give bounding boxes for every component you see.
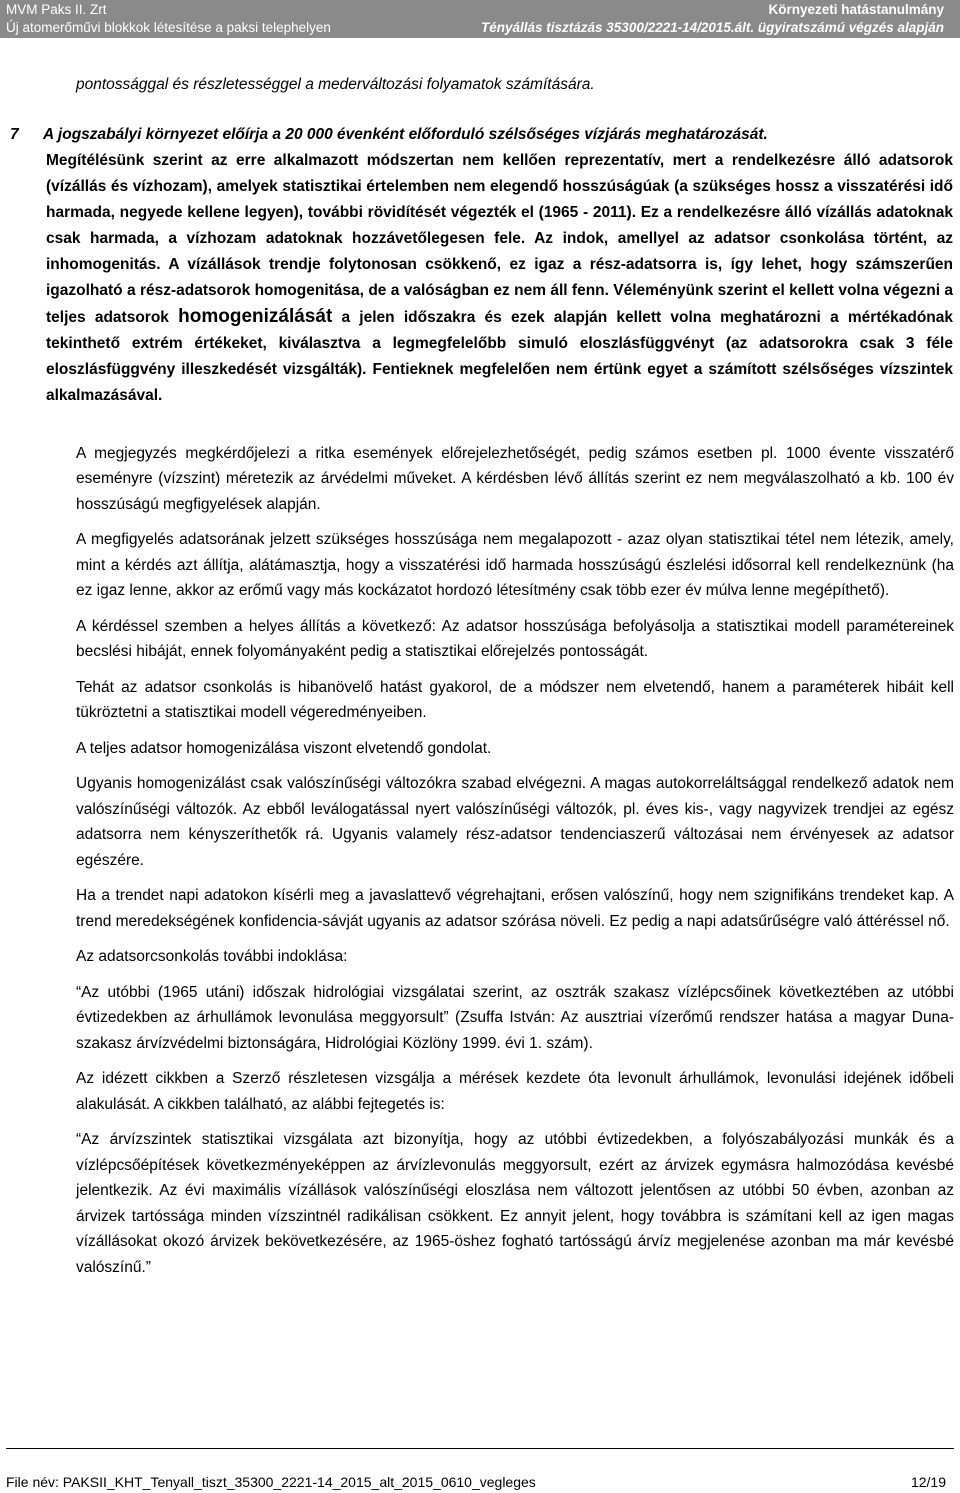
paragraph-7: Ha a trendet napi adatokon kísérli meg a javaslattevő végrehajtani, erősen valószínű, hogy nem szignifikáns trendeket kap. A trend meredekségének konfidencia-sávját ugyanis az adatsor szórása növeli. Ez pedig a napi adatsűrűségre való áttéréssel nő. — [76, 887, 954, 930]
paragraph-6: Ugyanis homogenizálást csak valószínűségi változókra szabad elvégezni. A magas autokorreláltsággal rendelkező adatok nem valószínűségi változók. Az ebből leválogatással nyert valószínűségi változók, pl. éves kis-, vagy nagyvizek trendjei az egész adatsorra nem kényszeríthetők rá. Ugyanis valamely rész-adatsor tendenciaszerű változásai nem érvényesek az adatsor egészére. — [76, 775, 954, 869]
header-project: Új atomerőművi blokkok létesítése a paksi telephelyen — [6, 20, 331, 35]
paragraph-5: A teljes adatsor homogenizálása viszont elvetendő gondolat. — [76, 739, 492, 757]
header-reference: Tényállás tisztázás 35300/2221-14/2015.ált. ügyiratszámú végzés alapján — [480, 20, 944, 35]
section-number: 7 — [10, 125, 19, 143]
page-footer — [0, 1448, 960, 1493]
comment-part-1: Megítélésünk szerint az erre alkalmazott módszertan nem kellően reprezentatív, mert a rendelkezésre álló adatsorok (vízállás és vízhozam), amelyek statisztikai értelemben nem elegendő hosszúságúak (a szükséges hossz a visszatérési idő harmada, negyede kellene legyen), további rövidítését végezték el (1965 - 2011). Ez a rendelkezésre álló vízállás adatoknak csak harmada, a vízhozam adatoknak hozzávetőlegesen fele. Az indok, amellyel az adatsor csonkolása történt, az inhomogenitás. A vízállások trendje folytonosan csökkenő, ez igaz a rész-adatsorra is, így lehet, hogy számszerűen igazolható a rész-adatsorok homogenitása, de a valóságban ez nem áll fenn. Véleményünk szerint el kellett volna végezni a teljes adatsorok — [46, 151, 953, 326]
paragraph-2: A megfigyelés adatsorának jelzett szükséges hosszúsága nem megalapozott - azaz olyan statisztikai tétel nem létezik, amely, mint a kérdés azt állítja, alátámasztja, hogy a visszatérési idő harmada hosszúságú észlelési idősorral kell rendelkeznünk (ha ez igaz lenne, akkor az erőmű vagy más kockázatot hordozó létesítmény csak több ezer év múlva lenne megépíthető). — [76, 531, 954, 599]
lead-text: pontossággal és részletességgel a mederváltozási folyamatok számítására. — [76, 76, 595, 93]
section-text: A jogszabályi környezet előírja a 20 000 évenként előforduló szélsőséges vízjárás meghatározását. — [43, 125, 768, 143]
quote-2: “Az árvízszintek statisztikai vizsgálata azt bizonyítja, hogy az utóbbi évtizedekben, a folyószabályozási munkák és a vízlépcsőépítések következményeképpen az árvízlevonulás meggyorsult, ezért az árvizek egymásra halmozódása kevésbé jelentkezik. Az évi maximális vízállások valószínűségi eloszlása nem változott jelentősen az utóbbi 50 évben, azonban az árvizek tartóssága minden vízszintnél radikálisan csökkent. Ez annyit jelent, hogy továbbra is számítani kell az igen magas vízállásokat okozó árvizek bekövetkezésére, az 1965-öshez fogható tartósságú árvíz megjelenése azonban ma már kevésbé valószínű.” — [76, 1131, 954, 1276]
paragraph-1: A megjegyzés megkérdőjelezi a ritka események előrejelezhetőségét, pedig számos esetben pl. 1000 évente visszatérő eseményre (vízszint) méretezik az árvédelmi műveket. A kérdésben lévő állítás szerint ez nem megválaszolható a kb. 100 év hosszúságú megfigyelések alapján. — [76, 444, 954, 513]
comment-emphasis: homogenizálását — [178, 305, 333, 327]
page-header — [0, 0, 960, 38]
footer-page-number: 12/19 — [910, 1474, 946, 1490]
comment-block — [46, 148, 953, 409]
paragraph-4: Tehát az adatsor csonkolás is hibanövelő hatást gyakorol, de a módszer nem elvetendő, hanem a paraméterek hibáit kell tükröztetni a statisztikai modell végeredményeiben. — [76, 678, 954, 721]
paragraph-8: Az adatsorcsonkolás további indoklása: — [76, 948, 348, 965]
footer-divider — [6, 1448, 954, 1449]
header-document-type: Környezeti hatástanulmány — [768, 2, 944, 17]
footer-file-name: File név: PAKSII_KHT_Tenyall_tiszt_35300_2221-14_2015_alt_2015_0610_vegleges — [6, 1474, 536, 1490]
quote-1: “Az utóbbi (1965 utáni) időszak hidrológiai vizsgálatai szerint, az osztrák szakasz vízlépcsőinek következtében az utóbbi évtizedekben az árhullámok levonulása meggyorsult” (Zsuffa István: Az ausztriai vízerőmű rendszer hatása a magyar Duna-szakasz árvízvédelmi biztonságára, Hidrológiai Közlöny 1999. évi 1. szám). — [76, 983, 954, 1052]
document-body — [10, 72, 954, 1290]
comment-part-2: a jelen időszakra és ezek alapján kellett volna meghatározni a mértékadónak tekinthető extrém értékeket, kiválasztva a legmegfelelőbb simuló eloszlásfüggvényt (az adatsorokra csak 3 féle eloszlásfüggvény illeszkedését vizsgálták). Fentieknek megfelelően nem értünk egyet a számított szélsőséges vízszintek alkalmazásával. — [46, 308, 953, 404]
header-company: MVM Paks II. Zrt — [6, 2, 107, 17]
section-heading — [10, 122, 953, 148]
paragraph-9: Az idézett cikkben a Szerző részletesen vizsgálja a mérések kezdete óta levonult árhullámok, levonulási idejének időbeli alakulását. A cikkben található, az alábbi fejtegetés is: — [76, 1070, 954, 1113]
paragraph-3: A kérdéssel szemben a helyes állítás a következő: Az adatsor hosszúsága befolyásolja a statisztikai modell paramétereinek becslési hibáját, ennek folyományaként pedig a statisztikai előrejelzés pontosságát. — [76, 617, 954, 660]
